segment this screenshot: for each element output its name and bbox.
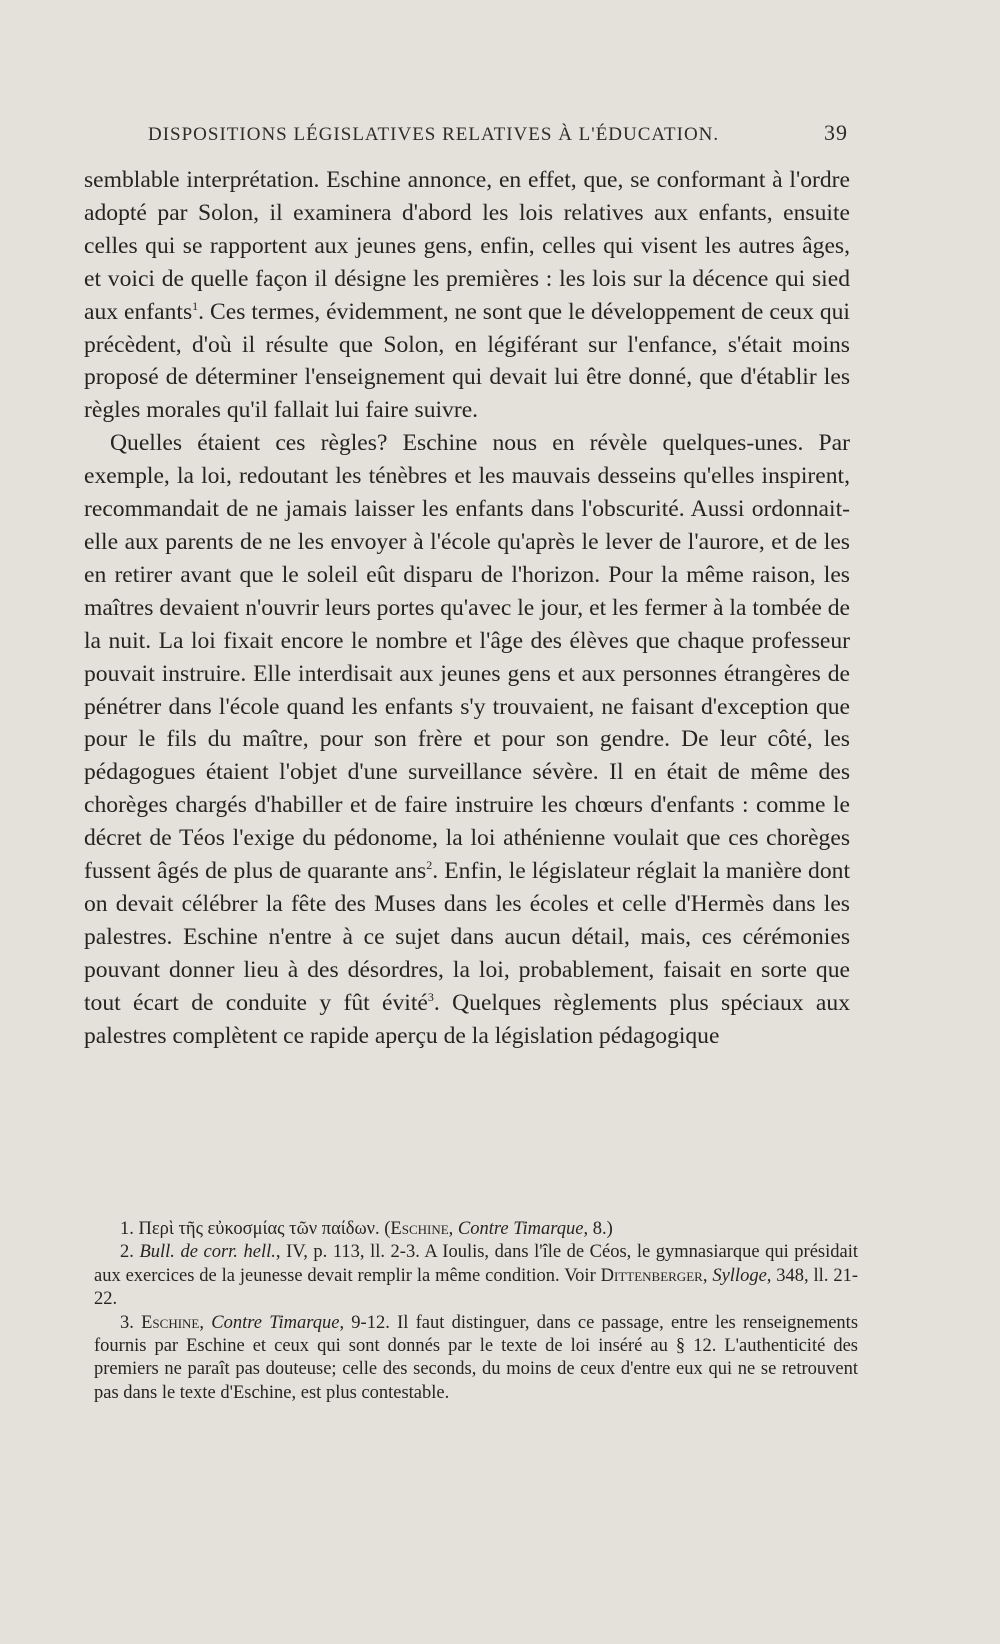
greek-quote: Περὶ τῆς εὐκοσμίας τῶν παίδων. (138, 1219, 380, 1239)
footnote-number: 1. (120, 1219, 134, 1239)
paragraph-text: semblable interprétation. Eschine annonce, en effet, que, se conformant à l'ordre adopté par Solon, il examinera d'abord les lois relatives aux enfants, ensuite celles qui se rapportent aux jeunes gens, enfin, celles qui visent les autres âges, et voici de quelle façon il désigne les premières : les lois sur la décence qui sied aux enfants (84, 167, 850, 325)
footnote (94, 1241, 858, 1311)
footnotes (94, 1218, 858, 1405)
work-title: Contre Timarque (211, 1312, 340, 1333)
work-title: Sylloge (712, 1265, 767, 1286)
footnote-ref: 1 (192, 298, 199, 313)
page-number: 39 (824, 120, 848, 145)
running-title: DISPOSITIONS LÉGISLATIVES RELATIVES À L'ÉDUCATION. (148, 124, 720, 145)
paragraph-text: Quelles étaient ces règles? Eschine nous en révèle quelques-unes. Par exemple, la loi, redoutant les ténèbres et les mauvais desseins qu'elles inspirent, recommandait de ne jamais laisser les enfants dans l'obscurité. Aussi ordonnait-elle aux parents de ne les envoyer à l'école qu'après le lever de l'aurore, et de les en retirer avant que le soleil eût disparu de l'horizon. Pour la même raison, les maîtres devaient n'ouvrir leurs portes qu'avec le jour, et les fermer à la tombée de la nuit. La loi fixait encore le nombre et l'âge des élèves que chaque professeur pouvait instruire. Elle interdisait aux jeunes gens et aux personnes étrangères de pénétrer dans l'école quand les enfants s'y trouvaient, ne faisant d'exception que pour le fils du maître, pour son frère et pour son gendre. De leur côté, les pédagogues étaient l'objet d'une surveillance sévère. Il en était de même des chorèges chargés d'habiller et de faire instruire les chœurs d'enfants : comme le décret de Téos l'exige du pédonome, la loi athénienne voulait que ces chorèges fussent âgés de plus de quarante ans (84, 430, 850, 885)
footnote-ref: 3 (427, 989, 434, 1004)
running-header (148, 118, 848, 148)
paragraph-text: . Ces termes, évidemment, ne sont que le développement de ceux qui précèdent, d'où il résulte que Solon, en légiférant sur l'enfance, s'était moins proposé de déterminer l'enseignement qui devait lui être donné, que d'établir les règles morales qu'il fallait lui faire suivre. (84, 298, 850, 424)
footnote-text: , 9-12. Il faut distinguer, dans ce passage, entre les renseignements fournis par Eschine et ceux qui sont donnés par le texte de loi inséré au § 12. L'authenticité des premiers ne paraît pas douteuse; celle des seconds, du moins de ceux d'entre eux qui ne se retrouvent pas dans le texte d'Eschine, est plus contestable. (94, 1312, 859, 1403)
author-name: Eschine (141, 1312, 200, 1333)
footnote-text: , (702, 1265, 713, 1286)
footnote-text: , 348, ll. 21-22. (94, 1265, 858, 1310)
main-text (84, 164, 850, 1052)
paragraph (84, 164, 850, 427)
footnote-text: , (199, 1312, 212, 1333)
work-title: Contre Timarque (457, 1219, 584, 1239)
paragraph (84, 427, 850, 1052)
footnote (94, 1312, 858, 1406)
footnote-text: , (448, 1219, 458, 1239)
footnote-text: , 8.) (583, 1219, 613, 1239)
author-name: Eschine (390, 1219, 449, 1239)
paragraph-text: . Enfin, le législateur réglait la manière dont on devait célébrer la fête des Muses dans les écoles et celle d'Hermès dans les palestres. Eschine n'entre à ce sujet dans aucun détail, mais, ces cérémonies pouvant donner lieu à des désordres, la loi, probablement, faisait en sorte que tout écart de conduite y fût évité (84, 858, 850, 1016)
footnote-text: ( (384, 1219, 391, 1239)
footnote-ref: 2 (426, 858, 433, 873)
work-title: Bull. de corr. hell. (139, 1242, 276, 1263)
paragraph-text: . Quelques règlements plus spéciaux aux palestres complètent ce rapide aperçu de la législation pédagogique (84, 989, 851, 1049)
author-name: Dittenberger (600, 1265, 703, 1286)
footnote-text: , IV, p. 113, ll. 2-3. A Ioulis, dans l'île de Céos, le gymnasiarque qui présidait aux exercices de la jeunesse devait remplir la même condition. Voir (94, 1242, 859, 1286)
footnote-number: 2. (120, 1242, 134, 1263)
footnote-number: 3. (120, 1312, 134, 1333)
footnote (94, 1218, 858, 1241)
